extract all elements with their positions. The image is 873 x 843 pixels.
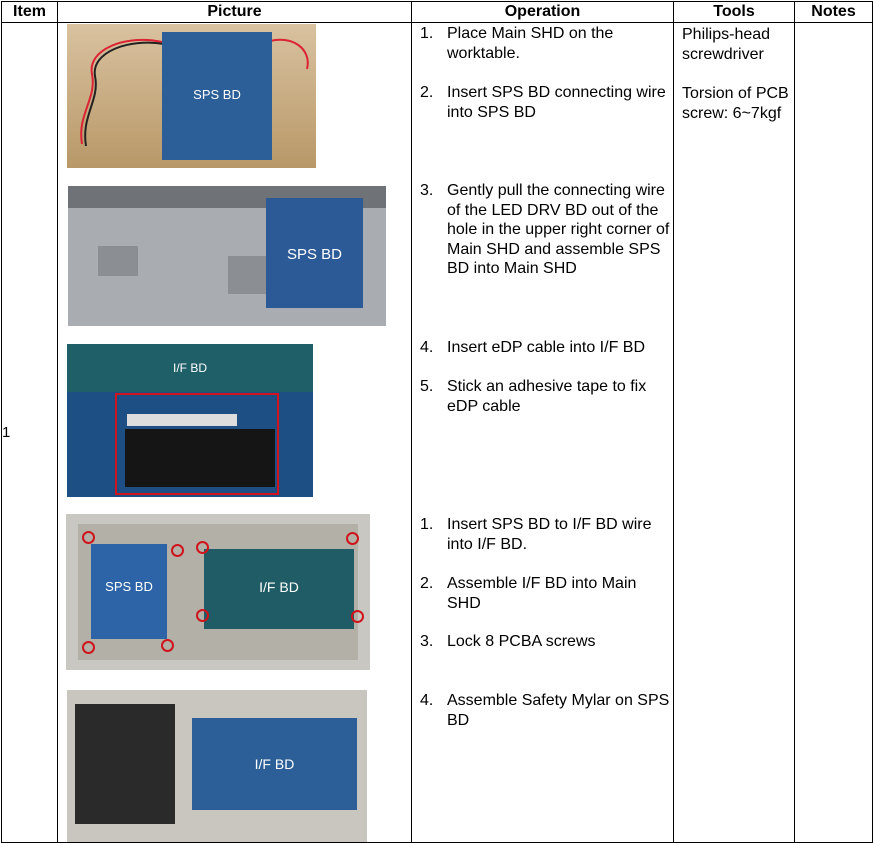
header-notes: Notes [795, 2, 873, 23]
header-tools: Tools [674, 2, 795, 23]
header-row [2, 2, 873, 23]
photo-main-shd [68, 186, 386, 326]
tool-screwdriver: Philips-head screwdriver [682, 26, 771, 63]
procedure-table [1, 1, 873, 843]
photo-label: SPS BD [286, 246, 343, 263]
notes-cell [795, 23, 873, 843]
photo-label: I/F BD [254, 756, 295, 772]
photo-if-board-edp [67, 344, 313, 497]
item-number: 1 [2, 23, 58, 843]
picture-cell [58, 23, 412, 843]
photo-label: I/F BD [259, 579, 299, 595]
photo-label: SPS BD [105, 579, 153, 594]
photo-safety-mylar [67, 690, 367, 842]
tool-torsion: Torsion of PCB screw: 6~7kgf [682, 85, 789, 122]
photo-assembly-screws [66, 514, 370, 670]
header-picture: Picture [58, 2, 412, 23]
photo-label: I/F BD [172, 361, 207, 375]
header-item: Item [2, 2, 58, 23]
tools-cell [674, 23, 795, 843]
operation-cell: 1. Place Main SHD on the worktable. 2. Insert SPS BD connecting wire into SPS BD 3. Gently pull the connecting wire of the LED DRV BD out of the hole in the upper right corner of Main SHD and assemble SPS BD into Main SHD 4. Insert eDP cable into I/F BD 5. Stick an adhesive tape to fix eDP cable 1. Insert SPS BD to I/F BD wire into I/F BD. 2. Assemble I/F BD into Main SHD 3. Lock 8 PCBA screws 4. Assemble Safety Mylar on SPS BD [412, 23, 674, 843]
photo-sps-board [67, 24, 316, 168]
table-row [2, 23, 873, 843]
header-operation: Operation [412, 2, 674, 23]
highlight-box [115, 393, 279, 495]
photo-label: SPS BD [193, 87, 241, 102]
